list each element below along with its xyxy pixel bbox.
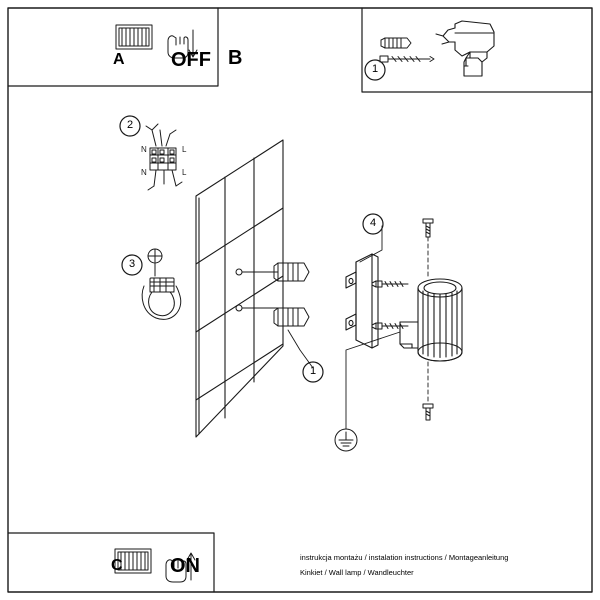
state-label-on: ON [170,555,200,577]
callout-number-3: 3 [129,258,136,270]
svg-text:L: L [182,168,187,177]
footer-line-1: instrukcja montażu / instalation instructions / Montageanleitung [300,553,509,562]
callout-number-1-topright: 1 [372,63,379,75]
svg-text:L: L [182,145,187,154]
svg-text:N: N [141,168,147,177]
callout-number-2: 2 [127,119,134,131]
callout-number-1-wall: 1 [310,365,317,377]
footer-line-2: Kinkiet / Wall lamp / Wandleuchter [300,568,414,577]
state-label-off: OFF [171,49,211,71]
section-a-letter: A [113,51,125,68]
section-c-letter: C [111,557,123,574]
section-b-letter: B [228,47,243,69]
svg-text:N: N [141,145,147,154]
callout-number-4: 4 [370,217,377,229]
